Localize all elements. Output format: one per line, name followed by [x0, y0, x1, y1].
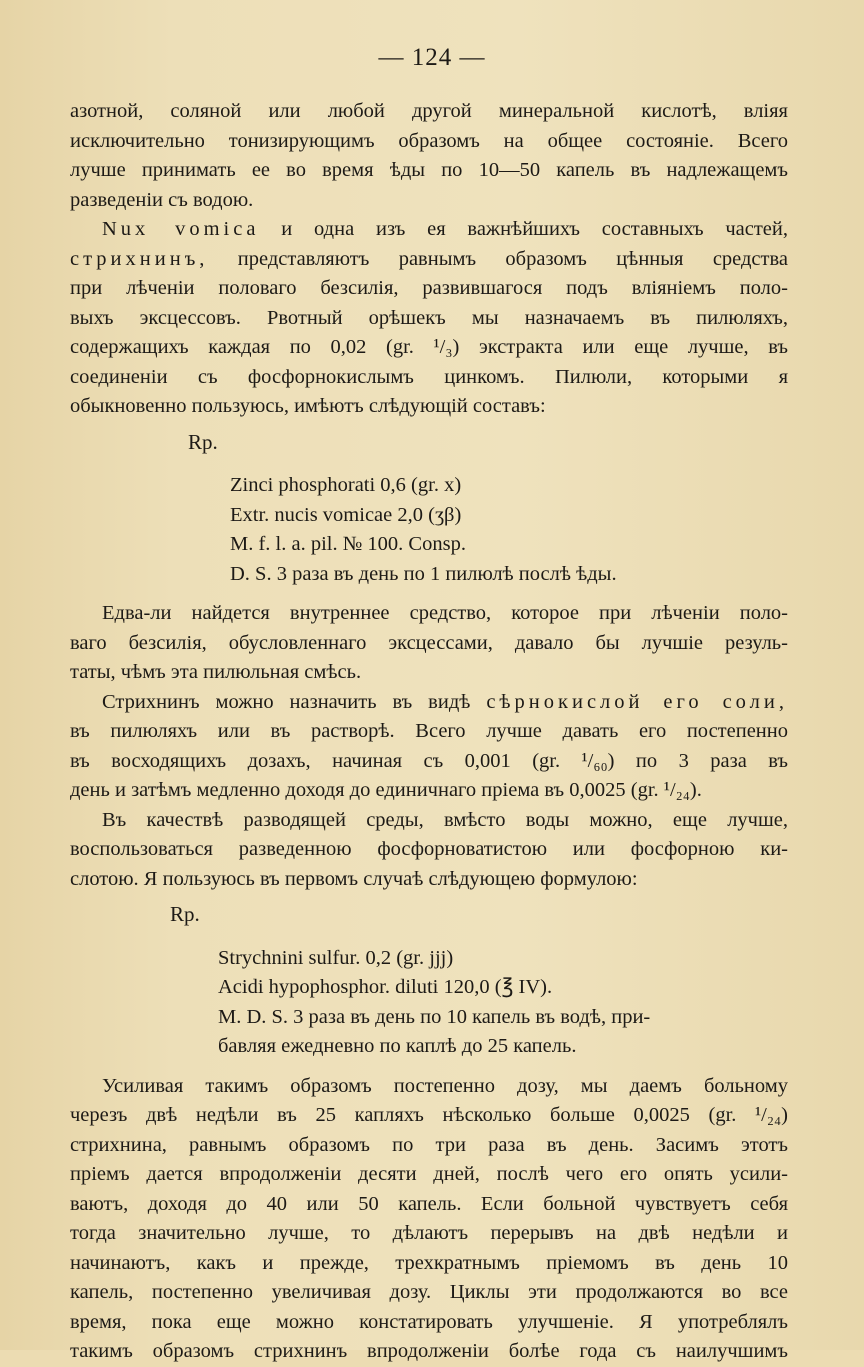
prescription-label: Rp.	[170, 902, 200, 926]
formula-line: Zinci phosphorati 0,6 (gr. x)	[230, 474, 462, 496]
text-line: стрихнинъ, представляютъ равнымъ образомъ цѣнныя средства	[70, 247, 788, 270]
text-line: пріемъ дается впродолженіи десяти дней, послѣ чего его опять усили-	[70, 1163, 788, 1185]
text-line: азотной, соляной или любой другой минеральной кислотѣ, вліяя	[70, 100, 788, 122]
formula-line: D. S. 3 раза въ день по 1 пилюлѣ послѣ ѣды.	[230, 562, 617, 585]
text-line: такимъ образомъ стрихнинъ впродолженіи болѣе года съ наилучшимъ	[70, 1340, 788, 1362]
text-line: выхъ эксцессовъ. Рвотный орѣшекъ мы назначаемъ въ пилюляхъ,	[70, 306, 788, 329]
formula-line: M. D. S. 3 раза въ день по 10 капель въ водѣ, при-	[218, 1005, 651, 1028]
text-line: содержащихъ каждая по 0,02 (gr. ¹/₃) экстракта или еще лучше, въ	[70, 336, 788, 358]
text-line: въ пилюляхъ или въ растворѣ. Всего лучше давать его постепенно	[70, 720, 788, 742]
text-line: лучше принимать ее во время ѣды по 10—50 капель въ надлежащемъ	[70, 159, 788, 181]
text-line: исключительно тонизирующимъ образомъ на общее состояніе. Всего	[70, 129, 788, 152]
text-line: Усиливая такимъ образомъ постепенно дозу, мы даемъ больному	[102, 1074, 788, 1097]
text-line: въ восходящихъ дозахъ, начиная съ 0,001 (gr. ¹/₆₀) по 3 раза въ	[70, 749, 788, 772]
text-line: Nux vomica и одна изъ ея важнѣйшихъ составныхъ частей,	[102, 218, 788, 240]
text-line: капель, постепенно увеличивая дозу. Циклы эти продолжаются во все	[70, 1281, 788, 1303]
body-text	[70, 97, 788, 1367]
text-line: Едва-ли найдется внутреннее средство, которое при лѣченіи поло-	[102, 602, 788, 624]
formula-line: M. f. l. a. pil. № 100. Consp.	[230, 533, 466, 555]
formula-line: Strychnini sulfur. 0,2 (gr. jjj)	[218, 946, 454, 969]
text-line: соединеніи съ фосфорнокислымъ цинкомъ. Пилюли, которыми я	[70, 365, 788, 388]
spaced-term: стрихнинъ,	[70, 247, 209, 270]
spaced-term: Nux vomica	[102, 218, 260, 240]
text-line: слотою. Я пользуюсь въ первомъ случаѣ слѣдующею формулою:	[70, 867, 638, 890]
text-line: день и затѣмъ медленно доходя до единичнаго пріема въ 0,0025 (gr. ¹/₂₄).	[70, 779, 702, 801]
text-line: тогда значительно лучше, то дѣлаютъ перерывъ на двѣ недѣли и	[70, 1222, 788, 1244]
formula-line: Acidi hypophosphor. diluti 120,0 (℥ IV).	[218, 976, 553, 998]
text-line: стрихнина, равнымъ образомъ по три раза въ день. Засимъ этотъ	[70, 1133, 788, 1156]
text-line: черезъ двѣ недѣли въ 25 капляхъ нѣсколько больше 0,0025 (gr. ¹/₂₄)	[70, 1104, 788, 1126]
text-line: начинаютъ, какъ и прежде, трехкратнымъ пріемомъ въ день 10	[70, 1251, 788, 1274]
spaced-term: сѣрнокислой его соли,	[486, 690, 788, 713]
text-line: Стрихнинъ можно назначить въ видѣ сѣрнокислой его соли,	[102, 690, 788, 713]
text-line: Въ качествѣ разводящей среды, вмѣсто воды можно, еще лучше,	[102, 808, 788, 831]
text-line: ваютъ, доходя до 40 или 50 капель. Если больной чувствуетъ себя	[70, 1192, 788, 1215]
text-line: разведеніи съ водою.	[70, 188, 254, 211]
prescription-label: Rp.	[188, 429, 218, 454]
text-line: время, пока еще можно констатировать улучшеніе. Я употреблялъ	[70, 1310, 788, 1333]
formula-line: бавляя ежедневно по каплѣ до 25 капель.	[218, 1035, 577, 1057]
text-line: таты, чѣмъ эта пилюльная смѣсь.	[70, 661, 362, 683]
page-number: — 124 —	[378, 44, 486, 71]
text-line: обыкновенно пользуюсь, имѣютъ слѣдующій составъ:	[70, 395, 546, 417]
text-line: воспользоваться разведенною фосфорноватистою или фосфорною ки-	[70, 838, 788, 860]
text-line: ваго безсилія, обусловленнаго эксцессами, давало бы лучшіе резуль-	[70, 631, 788, 654]
formula-line: Extr. nucis vomicae 2,0 (ʒβ)	[230, 503, 462, 526]
text-line: при лѣченіи половаго безсилія, развившагося подъ вліяніемъ поло-	[70, 277, 788, 299]
